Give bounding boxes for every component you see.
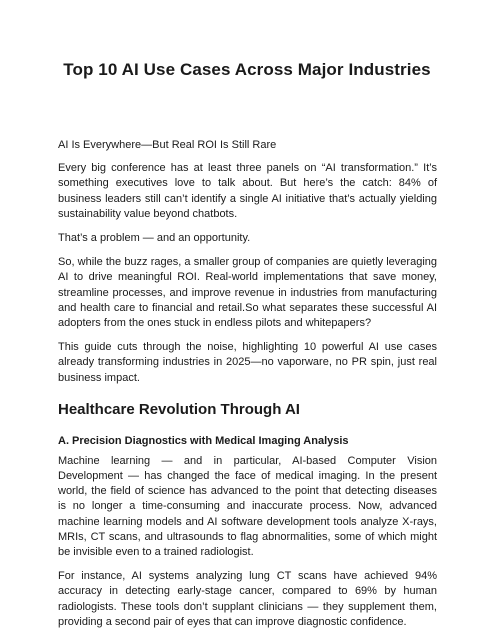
section-paragraph-2: For instance, AI systems analyzing lung CT scans have achieved 94% accuracy in detecting early-stage cancer, compared to 69% by human radiologists. These tools don’t supplant clinicians — they supplement them, providing a second pair of eyes that can improve diagnostic confidence. <box>58 570 437 628</box>
intro-heading: AI Is Everywhere—But Real ROI Is Still Rare <box>58 139 277 151</box>
document-title: Top 10 AI Use Cases Across Major Industries <box>63 60 431 79</box>
intro-paragraph-2: That’s a problem — and an opportunity. <box>58 232 251 245</box>
document-body <box>58 138 437 639</box>
intro-paragraph-3: So, while the buzz rages, a smaller group of companies are quietly leveraging AI to drive meaningful ROI. Real-world implementations that save money, streamline processes, and improve revenue in industries from manufacturing and health care to financial and retail.So what separates these successful AI adopters from the ones stuck in endless pilots and whitepapers? <box>58 256 437 330</box>
intro-paragraph-1: Every big conference has at least three panels on “AI transformation.” It’s something executives love to talk about. But here’s the catch: 84% of business leaders still can’t identify a single AI initiative that’s actually yielding sustainability value beyond chatbots. <box>58 162 437 220</box>
subsection-heading: A. Precision Diagnostics with Medical Imaging Analysis <box>58 434 349 447</box>
section-heading: Healthcare Revolution Through AI <box>58 400 300 418</box>
intro-paragraph-4: This guide cuts through the noise, highlighting 10 powerful AI use cases already transforming industries in 2025—no vaporware, no PR spin, just real business impact. <box>58 341 437 384</box>
section-paragraph-1: Machine learning — and in particular, AI-based Computer Vision Development — has changed the face of medical imaging. In the present world, the field of science has advanced to the point that detecting diseases is no longer a time-consuming and inaccurate process. Now, advanced machine learning models and AI software development tools analyze X-rays, MRIs, CT scans, and ultrasounds to flag abnormalities, some of which might be invisible even to a trained radiologist. <box>58 454 437 559</box>
